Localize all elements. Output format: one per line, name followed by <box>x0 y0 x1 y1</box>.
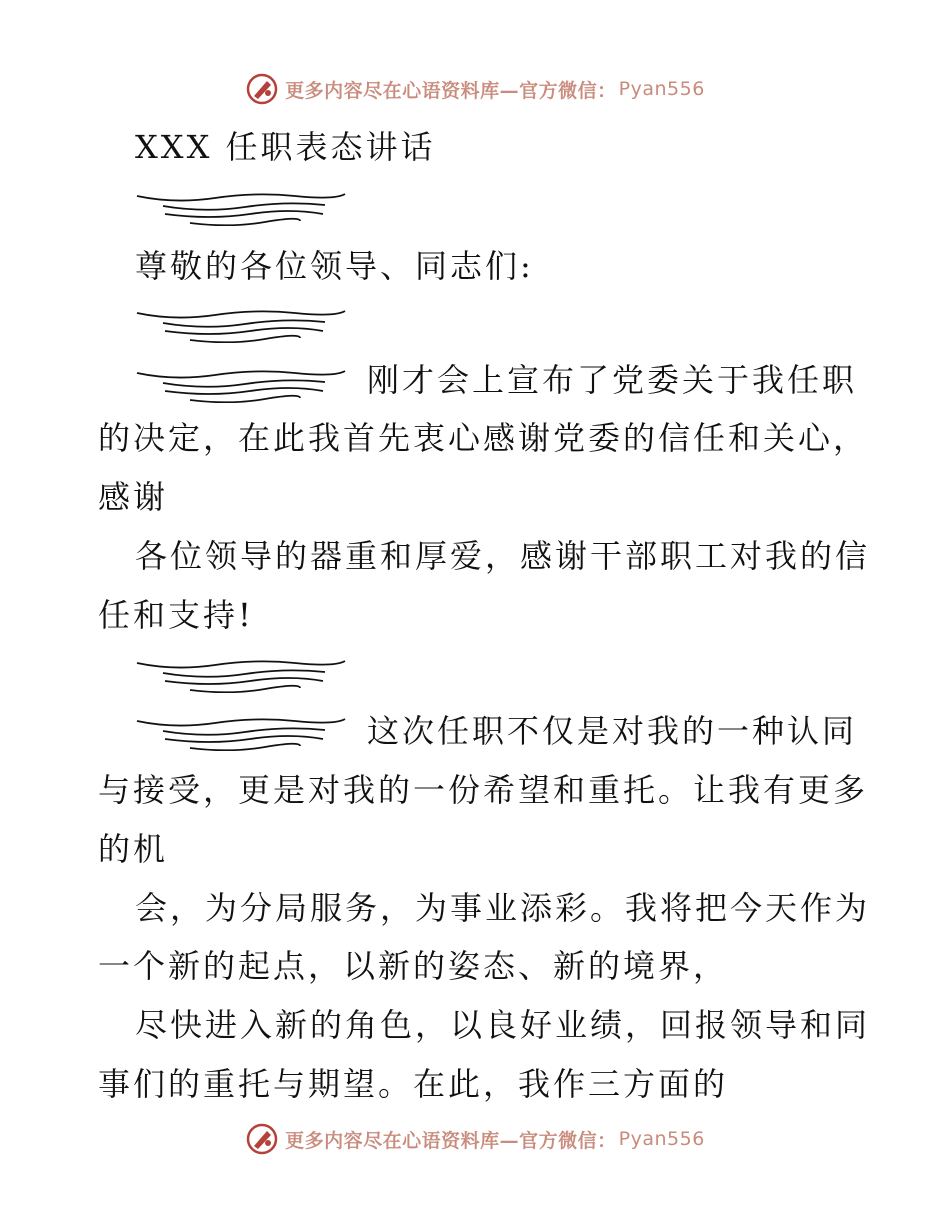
paragraph-line: 各位领导的器重和厚爱，感谢干部职工对我的信 <box>135 537 871 575</box>
header-watermark <box>0 72 950 106</box>
paragraph-line: 的决定，在此我首先衷心感谢党委的信任和关心， <box>98 419 869 457</box>
wave-divider-icon <box>135 713 347 751</box>
wave-divider-icon <box>135 188 347 226</box>
watermark-wechat-id: Pyan556 <box>618 1128 705 1150</box>
paragraph-line: 一个新的起点，以新的姿态、新的境界， <box>98 947 729 985</box>
paragraph-line: 刚才会上宣布了党委关于我任职 <box>367 361 858 399</box>
paragraph-line: 感谢 <box>98 478 169 516</box>
watermark-wechat-id: Pyan556 <box>618 78 705 100</box>
paragraph-line: 与接受，更是对我的一份希望和重托。让我有更多 <box>98 771 869 809</box>
paragraph-line: 任和支持! <box>98 596 254 634</box>
document-title: XXX 任职表态讲话 <box>135 128 436 166</box>
paragraph-line: 的机 <box>98 830 169 868</box>
footer-watermark <box>0 1122 950 1156</box>
paragraph-line: 会，为分局服务，为事业添彩。我将把今天作为 <box>135 889 871 927</box>
watermark-text: 更多内容尽在心语资料库—官方微信： <box>285 1129 617 1152</box>
wave-divider-icon <box>135 305 347 343</box>
paragraph-line: 这次任职不仅是对我的一种认同 <box>367 712 858 750</box>
wave-divider-icon <box>135 655 347 693</box>
wave-divider-icon <box>135 365 347 403</box>
pen-logo-icon <box>245 72 279 106</box>
paragraph-line: 事们的重托与期望。在此，我作三方面的 <box>98 1065 729 1103</box>
paragraph-line: 尽快进入新的角色，以良好业绩，回报领导和同 <box>135 1006 871 1044</box>
watermark-text: 更多内容尽在心语资料库—官方微信： <box>285 79 617 102</box>
pen-logo-icon <box>245 1122 279 1156</box>
greeting: 尊敬的各位领导、同志们: <box>135 247 534 285</box>
